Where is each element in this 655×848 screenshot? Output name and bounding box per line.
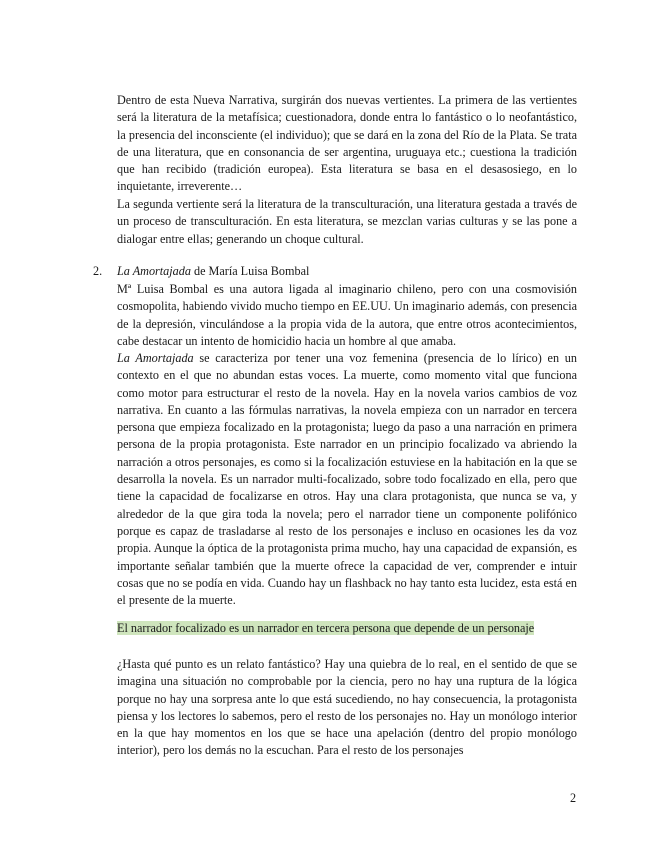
work-title-inline: La Amortajada	[117, 351, 194, 365]
paragraph-bombal-bio: Mª Luisa Bombal es una autora ligada al imaginario chileno, pero con una cosmovisión cosmopolita, habiendo vivido mucho tiempo en EE.UU. Un imaginario además, con presencia de la depresión, vinculándose a la propia vida de la autora, que entre otros acontecimientos, cabe destacar un intento de homicidio hacia un hombre al que amaba.	[117, 282, 577, 348]
highlight-text: El narrador focalizado es un narrador en tercera persona que depende de un personaje	[117, 621, 535, 635]
list-item-title	[117, 263, 577, 280]
page-number: 2	[570, 791, 577, 805]
paragraph-fantastico: ¿Hasta qué punto es un relato fantástico? Hay una quiebra de lo real, en el sentido de que se imagina una situación no comprobable por la ciencia, pero no hay una ruptura de la lógica porque no hay una sorpresa ante lo que está sucediendo, no hay consecuencia, la protagonista piensa y los lectores lo sabemos, pero el resto de los personajes no. Hay un monólogo interior en la que hay momentos en los que se hace una apelación (dentro del propio monólogo interior), pero los demás no la escuchan. Para el resto de los personajes	[117, 657, 577, 758]
paragraph-nueva-narrativa: Dentro de esta Nueva Narrativa, surgirán dos nuevas vertientes. La primera de las vertientes será la literatura de la metafísica; cuestionadora, donde entra lo fantástico o lo neofantástico, la presencia del inconsciente (el individuo); que se dará en la zona del Río de la Plata. Se trata de una literatura, que en consonancia de ser argentina, uruguaya etc.; cuestiona la tradición que han recibido (tradición europea). Esta literatura se basa en el desasosiego, en lo inquietante, irreverente…	[117, 93, 577, 194]
paragraph-amortajada-analysis	[117, 350, 577, 609]
list-number: 2.	[93, 264, 103, 278]
work-author: de María Luisa Bombal	[190, 264, 310, 278]
work-title: La Amortajada	[117, 264, 191, 278]
paragraph-transculturacion: La segunda vertiente será la literatura de la transculturación, una literatura gestada a través de un proceso de transculturación. En esta literatura, se mezclan varias culturas y se las pone a dialogar entre ellas; generando un choque cultural.	[117, 197, 577, 246]
highlighted-note	[117, 620, 577, 637]
analysis-text: se caracteriza por tener una voz femenina (presencia de lo lírico) en un contexto en el que no abundan estas voces. La muerte, como momento vital que funciona como motor para estructurar el resto de la novela. Hay en la novela varios cambios de voz narrativa. En cuanto a las fórmulas narrativas, la novela empieza con un narrador en tercera persona que empieza focalizado en la protagonista; luego da paso a una narración en primera persona de la propia protagonista. Este narrador en un principio focalizado va abriendo la narración a otros personajes, es como si la focalización estuviese en la habitación en la que se desarrolla la novela. Es un narrador multi-focalizado, sobre todo focalizado en ella, pero que tiene la capacidad de focalizarse en otros. Hay una clara protagonista, que nunca se va, y alrededor de la que gira toda la novela; pero el narrador tiene un componente polifónico porque es capaz de trasladarse al resto de los personajes e incluso en ocasiones les da voz propia. Aunque la óptica de la protagonista prima mucho, hay una capacidad de expansión, es importante señalar también que la muerte ofrece la capacidad de ver, comprender e intuir cosas que no se podía en vida. Cuando hay un flashback no hay tanto esta lucidez, esta está en el presente de la muerte.	[117, 351, 577, 608]
